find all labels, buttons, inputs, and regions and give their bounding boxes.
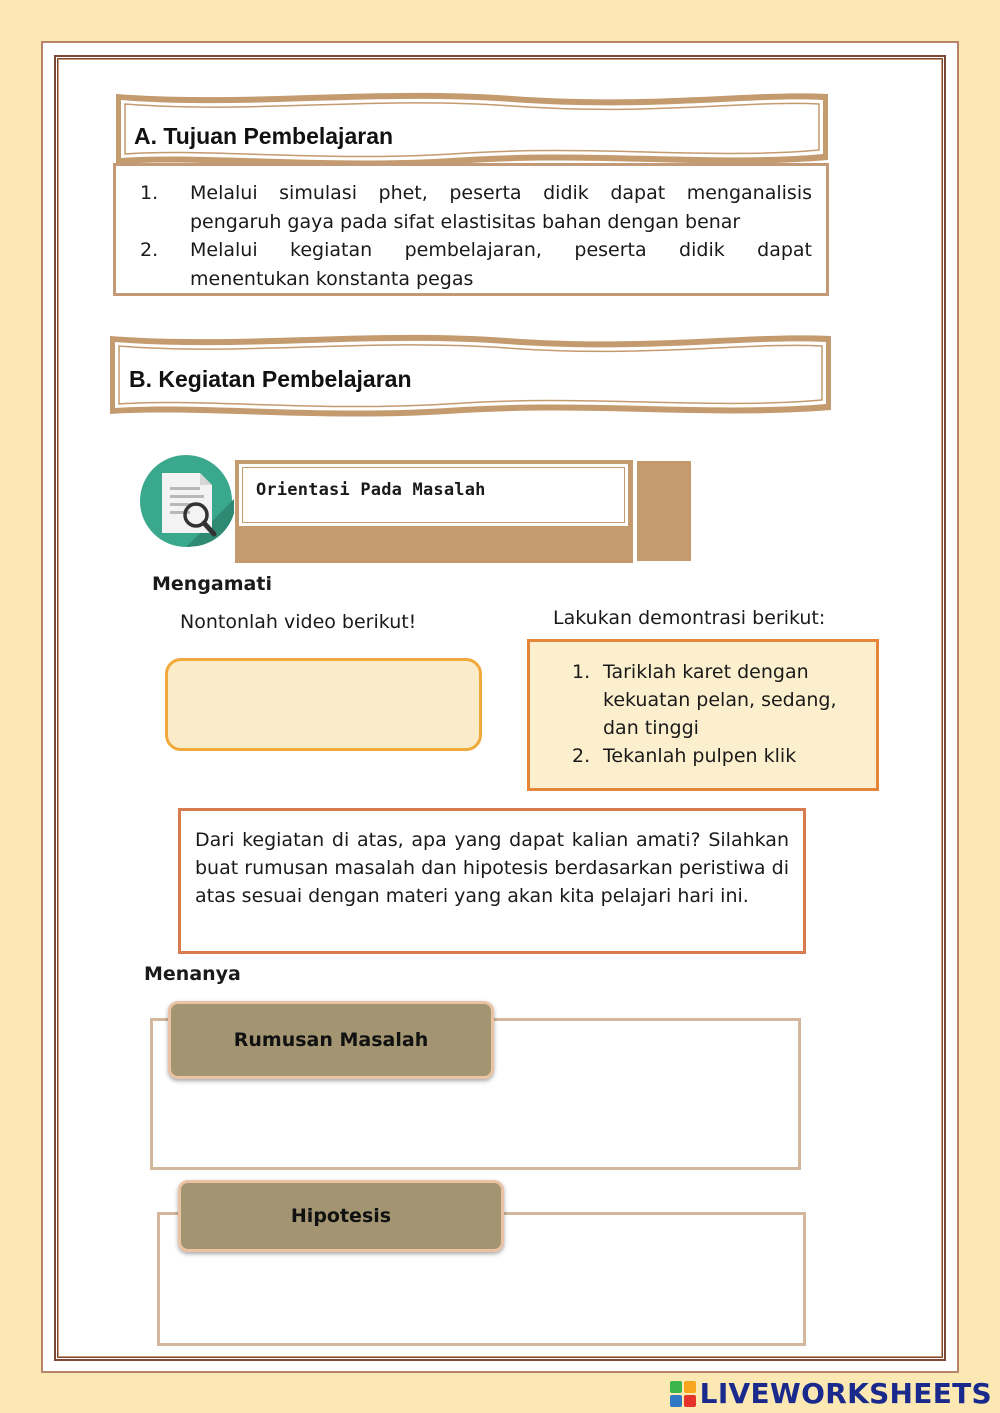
objective-number: 2. <box>140 239 159 261</box>
demo-step <box>572 742 796 770</box>
ask-heading: Menanya <box>144 963 241 985</box>
orientation-side-block <box>637 461 691 561</box>
demo-step-line: Tariklah karet dengan <box>603 661 809 683</box>
liveworksheets-logo-icon <box>670 1381 696 1407</box>
demo-steps-box <box>527 639 879 791</box>
section-a-title: A. Tujuan Pembelajaran <box>134 123 394 149</box>
observe-heading: Mengamati <box>152 573 272 595</box>
document-search-icon <box>138 453 234 549</box>
section-b-title: B. Kegiatan Pembelajaran <box>129 366 412 392</box>
video-prompt: Nontonlah video berikut! <box>180 611 417 633</box>
hypothesis-label-tag <box>178 1180 504 1252</box>
video-placeholder[interactable] <box>165 658 482 751</box>
watermark-text: LIVEWORKSHEETS <box>699 1377 992 1410</box>
orientation-title: Orientasi Pada Masalah <box>256 480 486 500</box>
liveworksheets-watermark <box>670 1377 992 1410</box>
objective-line: pengaruh gaya pada sifat elastisitas bahan dengan benar <box>190 210 741 233</box>
objective-line: menentukan konstanta pegas <box>190 267 474 290</box>
objective-item <box>140 236 812 293</box>
demo-step <box>572 658 837 742</box>
objective-item <box>140 179 812 236</box>
section-a-banner <box>112 88 834 172</box>
problem-label-tag <box>168 1001 494 1079</box>
objective-number: 1. <box>140 182 159 204</box>
demo-step-number: 1. <box>572 661 591 683</box>
demo-prompt: Lakukan demontrasi berikut: <box>553 607 826 629</box>
objectives-box <box>113 163 829 296</box>
objective-line: Melalui simulasi phet, peserta didik dapat menganalisis <box>190 182 812 204</box>
demo-step-line: kekuatan pelan, sedang, <box>603 689 837 711</box>
hypothesis-label: Hipotesis <box>290 1205 392 1227</box>
demo-step-number: 2. <box>572 745 591 767</box>
objective-line: Melalui kegiatan pembelajaran, peserta didik dapat <box>190 239 812 261</box>
problem-label: Rumusan Masalah <box>233 1029 429 1051</box>
question-text: Dari kegiatan di atas, apa yang dapat kalian amati? Silahkan buat rumusan masalah dan hipotesis berdasarkan peristiwa di atas sesuai dengan materi yang akan kita pelajari hari ini. <box>195 829 789 907</box>
question-box <box>178 808 806 954</box>
demo-step-line: dan tinggi <box>603 717 699 739</box>
demo-step-line: Tekanlah pulpen klik <box>603 745 797 767</box>
section-b-banner <box>107 330 835 422</box>
